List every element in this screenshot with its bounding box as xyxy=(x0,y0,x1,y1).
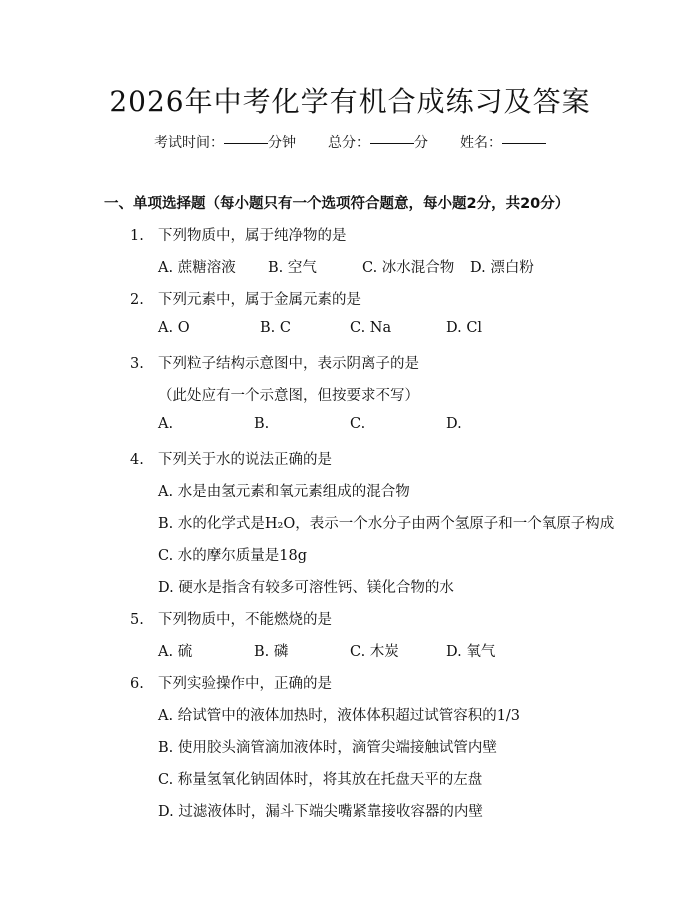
name-label: 姓名： xyxy=(460,135,502,151)
option: C. 水的摩尔质量是18g xyxy=(158,548,308,564)
option: C. xyxy=(350,416,366,432)
question xyxy=(130,352,419,373)
question xyxy=(130,672,332,693)
time-label: 考试时间： xyxy=(154,135,224,151)
time-field xyxy=(154,132,296,152)
question-number: 1. xyxy=(130,228,144,244)
exam-meta xyxy=(0,132,700,152)
question xyxy=(130,288,361,309)
option: B. 空气 xyxy=(268,260,317,276)
question-text: 下列元素中，属于金属元素的是 xyxy=(158,292,361,308)
question-number: 4. xyxy=(130,452,144,468)
question-number: 6. xyxy=(130,676,144,692)
name-blank xyxy=(502,143,546,144)
question-text: 下列粒子结构示意图中，表示阴离子的是 xyxy=(158,356,419,372)
option: C. Na xyxy=(350,320,392,336)
question xyxy=(130,448,332,469)
name-field xyxy=(460,132,546,152)
question-note: （此处应有一个示意图，但按要求不写） xyxy=(158,388,419,404)
option: A. 蔗糖溶液 xyxy=(158,260,236,276)
option: C. 冰水混合物 xyxy=(362,260,455,276)
page-title: 2026年中考化学有机合成练习及答案 xyxy=(109,85,591,118)
section-heading: 一、单项选择题（每小题只有一个选项符合题意，每小题2分，共20分） xyxy=(104,196,570,212)
question-number: 2. xyxy=(130,292,144,308)
option: B. xyxy=(254,416,270,432)
option: A. 给试管中的液体加热时，液体体积超过试管容积的1/3 xyxy=(158,708,521,724)
option: C. 木炭 xyxy=(350,644,399,660)
option: D. Cl xyxy=(446,320,483,336)
question-number: 5. xyxy=(130,612,144,628)
question-text: 下列实验操作中，正确的是 xyxy=(158,676,332,692)
question xyxy=(130,224,347,245)
option: D. xyxy=(446,416,462,432)
option: C. 称量氢氧化钠固体时，将其放在托盘天平的左盘 xyxy=(158,772,483,788)
option: D. 硬水是指含有较多可溶性钙、镁化合物的水 xyxy=(158,580,454,596)
option: B. 水的化学式是H₂O，表示一个水分子由两个氢原子和一个氧原子构成 xyxy=(158,516,615,532)
option: A. 硫 xyxy=(158,644,193,660)
option: D. 过滤液体时，漏斗下端尖嘴紧靠接收容器的内壁 xyxy=(158,804,483,820)
question xyxy=(130,608,332,629)
option: A. xyxy=(158,416,174,432)
option: A. 水是由氢元素和氧元素组成的混合物 xyxy=(158,484,410,500)
option: D. 氧气 xyxy=(446,644,496,660)
option: B. 磷 xyxy=(254,644,289,660)
time-unit: 分钟 xyxy=(268,135,296,151)
option: B. C xyxy=(260,320,291,336)
score-unit: 分 xyxy=(414,135,428,151)
score-field xyxy=(328,132,428,152)
question-text: 下列物质中，属于纯净物的是 xyxy=(158,228,347,244)
option: A. O xyxy=(158,320,190,336)
score-blank xyxy=(370,143,414,144)
question-text: 下列关于水的说法正确的是 xyxy=(158,452,332,468)
question-text: 下列物质中，不能燃烧的是 xyxy=(158,612,332,628)
question-number: 3. xyxy=(130,356,144,372)
option: D. 漂白粉 xyxy=(470,260,534,276)
time-blank xyxy=(224,143,268,144)
score-label: 总分： xyxy=(328,135,370,151)
option: B. 使用胶头滴管滴加液体时，滴管尖端接触试管内壁 xyxy=(158,740,497,756)
